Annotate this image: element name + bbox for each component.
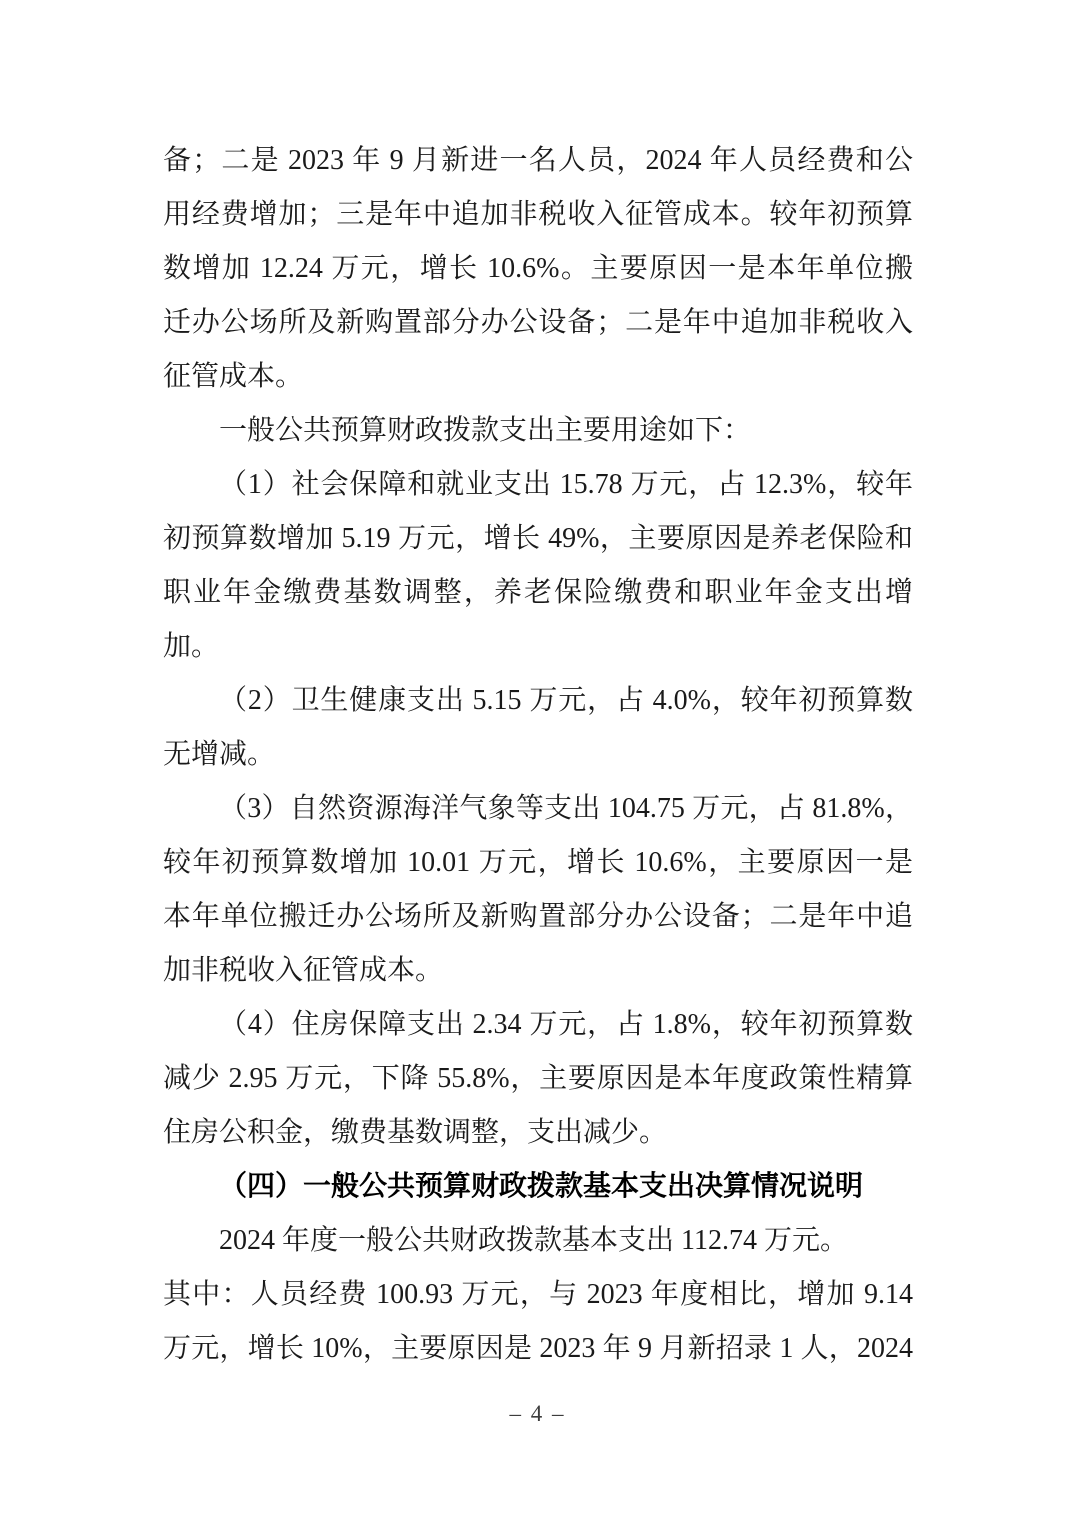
text-line: 数增加 12.24 万元，增长 10.6%。主要原因一是本年单位搬 <box>163 253 913 284</box>
text-line: 其中：人员经费 100.93 万元，与 2023 年度相比，增加 9.14 <box>163 1279 913 1310</box>
text-line: （1）社会保障和就业支出 15.78 万元，占 12.3%，较年 <box>219 469 913 500</box>
text-line: （2）卫生健康支出 5.15 万元，占 4.0%，较年初预算数 <box>219 685 913 716</box>
text-line: 职业年金缴费基数调整，养老保险缴费和职业年金支出增 <box>163 577 913 608</box>
text-line: 无增减。 <box>163 739 276 770</box>
text-line: 2024 年度一般公共财政拨款基本支出 112.74 万元。 <box>219 1225 848 1256</box>
page-footer <box>0 1399 1075 1429</box>
text-line: 征管成本。 <box>163 361 304 392</box>
text-line: （4）住房保障支出 2.34 万元，占 1.8%，较年初预算数 <box>219 1009 913 1040</box>
text-line: 迁办公场所及新购置部分办公设备；二是年中追加非税收入 <box>163 307 913 338</box>
text-line: 较年初预算数增加 10.01 万元，增长 10.6%，主要原因一是 <box>163 847 913 878</box>
text-line: 减少 2.95 万元，下降 55.8%，主要原因是本年度政策性精算 <box>163 1063 913 1094</box>
section-heading: （四）一般公共预算财政拨款基本支出决算情况说明 <box>219 1171 864 1202</box>
text-line: 加非税收入征管成本。 <box>163 955 444 986</box>
text-line: 加。 <box>163 631 220 662</box>
document-body <box>163 134 913 1376</box>
text-line: 本年单位搬迁办公场所及新购置部分办公设备；二是年中追 <box>163 901 913 932</box>
text-line: 用经费增加；三是年中追加非税收入征管成本。较年初预算 <box>163 199 913 230</box>
text-line: 万元，增长 10%，主要原因是 2023 年 9 月新招录 1 人，2024 <box>163 1333 913 1364</box>
text-line: 备；二是 2023 年 9 月新进一名人员，2024 年人员经费和公 <box>163 145 913 176</box>
text-line: 初预算数增加 5.19 万元，增长 49%，主要原因是养老保险和 <box>163 523 913 554</box>
text-line: 住房公积金，缴费基数调整，支出减少。 <box>163 1117 668 1148</box>
text-line: 一般公共预算财政拨款支出主要用途如下： <box>219 415 752 446</box>
text-line: （3）自然资源海洋气象等支出 104.75 万元，占 81.8%， <box>219 793 913 824</box>
page-number: – 4 – <box>509 1401 566 1426</box>
